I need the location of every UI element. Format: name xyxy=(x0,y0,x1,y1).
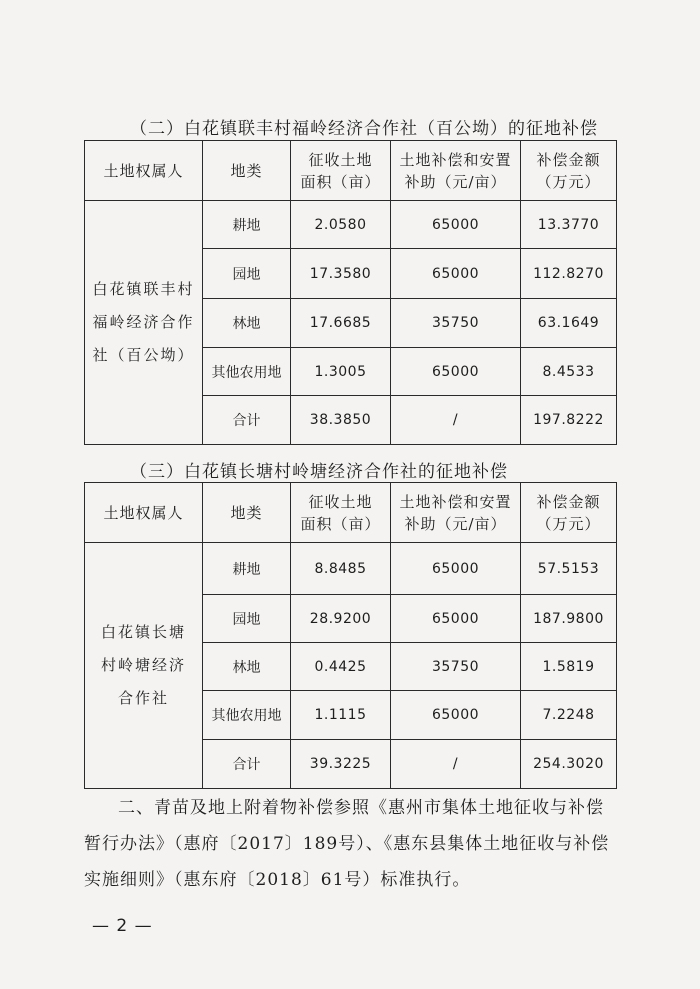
area-cell: 1.1115 xyxy=(291,691,391,740)
owner-line-2: 福岭经济合作 xyxy=(92,313,195,331)
header-subsidy xyxy=(391,483,521,543)
header-subsidy-line-2: 补助（元/亩） xyxy=(404,172,507,191)
land-type-cell: 园地 xyxy=(203,249,291,299)
header-amount xyxy=(521,141,617,201)
rate-cell: / xyxy=(391,396,521,445)
land-type-cell: 园地 xyxy=(203,595,291,643)
header-area-line-1: 征收土地 xyxy=(308,492,373,511)
owner-line-1: 白花镇长塘 xyxy=(100,623,186,641)
header-area-line-2: 面积（亩） xyxy=(300,172,381,191)
header-subsidy-line-1: 土地补偿和安置 xyxy=(399,150,512,169)
area-cell: 8.8485 xyxy=(291,543,391,595)
amount-cell: 1.5819 xyxy=(521,643,617,691)
area-cell: 39.3225 xyxy=(291,740,391,789)
area-cell: 1.3005 xyxy=(291,348,391,396)
land-type-cell: 耕地 xyxy=(203,543,291,595)
amount-cell: 13.3770 xyxy=(521,201,617,249)
compensation-paragraph xyxy=(84,790,624,898)
owner-line-3: 合作社 xyxy=(117,689,169,707)
section-2-title: （二）白花镇联丰村福岭经济合作社（百公坳）的征地补偿 xyxy=(130,119,598,139)
land-type-cell: 林地 xyxy=(203,299,291,348)
rate-cell: 35750 xyxy=(391,299,521,348)
land-type-cell: 其他农用地 xyxy=(203,348,291,396)
amount-cell: 8.4533 xyxy=(521,348,617,396)
header-subsidy-line-1: 土地补偿和安置 xyxy=(399,492,512,511)
owner-line-2: 村岭塘经济 xyxy=(100,656,186,674)
header-land-type: 地类 xyxy=(203,141,291,201)
owner-line-1: 白花镇联丰村 xyxy=(92,280,195,298)
land-type-cell: 合计 xyxy=(203,740,291,789)
paragraph-line-3: 实施细则》（惠东府〔2018〕61号）标准执行。 xyxy=(84,870,471,890)
header-amount xyxy=(521,483,617,543)
header-amount-line-1: 补偿金额 xyxy=(536,150,601,169)
page-number: — 2 — xyxy=(92,916,153,936)
area-cell: 38.3850 xyxy=(291,396,391,445)
rate-cell: 65000 xyxy=(391,543,521,595)
header-owner: 土地权属人 xyxy=(85,141,203,201)
section-3-title: （三）白花镇长塘村岭塘经济合作社的征地补偿 xyxy=(130,462,508,482)
amount-cell: 254.3020 xyxy=(521,740,617,789)
header-owner: 土地权属人 xyxy=(85,483,203,543)
rate-cell: 65000 xyxy=(391,348,521,396)
header-area xyxy=(291,483,391,543)
section-3-table xyxy=(84,482,617,789)
header-area-line-2: 面积（亩） xyxy=(300,514,381,533)
section-2-table xyxy=(84,140,617,445)
header-amount-line-2: （万元） xyxy=(536,172,601,191)
area-cell: 17.6685 xyxy=(291,299,391,348)
owner-cell xyxy=(85,543,203,789)
land-type-cell: 其他农用地 xyxy=(203,691,291,740)
area-cell: 17.3580 xyxy=(291,249,391,299)
land-type-cell: 林地 xyxy=(203,643,291,691)
table-header-row xyxy=(85,483,617,543)
owner-cell xyxy=(85,201,203,445)
amount-cell: 63.1649 xyxy=(521,299,617,348)
paragraph-line-2: 暂行办法》（惠府〔2017〕189号）、《惠东县集体土地征收与补偿 xyxy=(84,834,610,854)
rate-cell: / xyxy=(391,740,521,789)
paragraph-line-1: 二、青苗及地上附着物补偿参照《惠州市集体土地征收与补偿 xyxy=(118,798,604,818)
header-area-line-1: 征收土地 xyxy=(308,150,373,169)
owner-line-3: 社（百公坳） xyxy=(92,346,195,364)
amount-cell: 112.8270 xyxy=(521,249,617,299)
header-land-type: 地类 xyxy=(203,483,291,543)
amount-cell: 57.5153 xyxy=(521,543,617,595)
rate-cell: 65000 xyxy=(391,201,521,249)
header-amount-line-2: （万元） xyxy=(536,514,601,533)
land-type-cell: 合计 xyxy=(203,396,291,445)
area-cell: 28.9200 xyxy=(291,595,391,643)
amount-cell: 7.2248 xyxy=(521,691,617,740)
amount-cell: 187.9800 xyxy=(521,595,617,643)
table-row xyxy=(85,201,617,249)
area-cell: 0.4425 xyxy=(291,643,391,691)
area-cell: 2.0580 xyxy=(291,201,391,249)
rate-cell: 65000 xyxy=(391,249,521,299)
header-amount-line-1: 补偿金额 xyxy=(536,492,601,511)
header-subsidy-line-2: 补助（元/亩） xyxy=(404,514,507,533)
amount-cell: 197.8222 xyxy=(521,396,617,445)
table-row xyxy=(85,543,617,595)
rate-cell: 35750 xyxy=(391,643,521,691)
header-area xyxy=(291,141,391,201)
rate-cell: 65000 xyxy=(391,595,521,643)
land-type-cell: 耕地 xyxy=(203,201,291,249)
table-header-row xyxy=(85,141,617,201)
header-subsidy xyxy=(391,141,521,201)
rate-cell: 65000 xyxy=(391,691,521,740)
